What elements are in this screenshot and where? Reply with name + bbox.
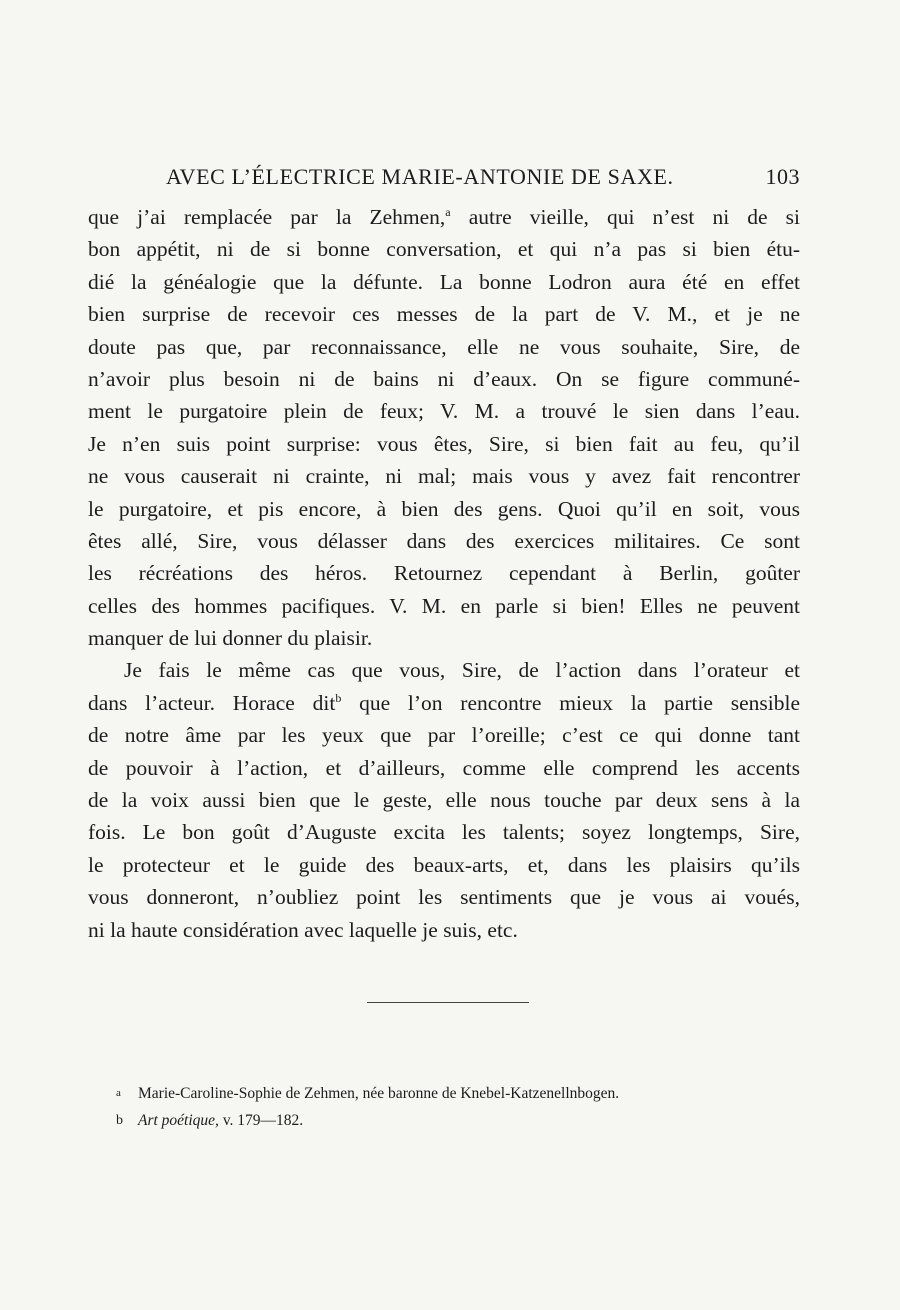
body-text xyxy=(88,201,800,946)
text-line: êtes allé, Sire, vous délasser dans des exercices militaires. Ce sont xyxy=(88,528,800,553)
text-line: de pouvoir à l’action, et d’ailleurs, comme elle comprend les accents xyxy=(88,755,800,780)
footnote-work-title: Art poétique, xyxy=(138,1112,219,1129)
footnote-ref-a: a xyxy=(445,205,451,219)
text-line: Je n’en suis point surprise: vous êtes, Sire, si bien fait au feu, qu’il xyxy=(88,431,800,456)
footnote-text: Marie-Caroline-Sophie de Zehmen, née baronne de Knebel-Katzenellnbogen. xyxy=(138,1085,620,1102)
text-line: bon appétit, ni de si bonne conversation, et qui n’a pas si bien étu- xyxy=(88,237,800,262)
text-line: de notre âme par les yeux que par l’oreille; c’est ce qui donne tant xyxy=(88,723,800,748)
text-line: que j’ai remplacée par la Zehmen,$^a$ autre vieille, qui n’est ni de si xyxy=(88,205,800,229)
running-header xyxy=(88,160,800,194)
text-line: de la voix aussi bien que le geste, elle nous touche par deux sens à la xyxy=(88,788,800,813)
footnote-divider xyxy=(367,1002,529,1003)
running-title: AVEC L’ÉLECTRICE MARIE-ANTONIE DE SAXE. xyxy=(166,164,674,189)
text-line: dié la généalogie que la défunte. La bonne Lodron aura été en effet xyxy=(88,269,800,294)
text-line: doute pas que, par reconnaissance, elle ne vous souhaite, Sire, de xyxy=(88,334,800,359)
footnote-a xyxy=(116,1080,816,1107)
text-line: fois. Le bon goût d’Auguste excita les talents; soyez longtemps, Sire, xyxy=(88,820,800,845)
text-line: celles des hommes pacifiques. V. M. en parle si bien! Elles ne peuvent xyxy=(88,593,800,618)
text-line: bien surprise de recevoir ces messes de la part de V. M., et je ne xyxy=(88,302,800,327)
footnote-ref-b: b xyxy=(335,690,342,705)
text-line: n’avoir plus besoin ni de bains ni d’eaux. On se figure communé- xyxy=(88,366,800,391)
text-line: les récréations des héros. Retournez cependant à Berlin, goûter xyxy=(88,561,800,586)
text-line: le purgatoire, et pis encore, à bien des gens. Quoi qu’il en soit, vous xyxy=(88,496,800,521)
text-line: le protecteur et le guide des beaux-arts, et, dans les plaisirs qu’ils xyxy=(88,852,800,877)
text-line: dans l’acteur. Horace dit$^b$ que l’on rencontre mieux la partie sensible xyxy=(88,690,801,715)
footnote-mark: b xyxy=(116,1113,123,1128)
footnote-b xyxy=(116,1107,816,1134)
text-line: ne vous causerait ni crainte, ni mal; mais vous y avez fait rencontrer xyxy=(88,464,800,489)
text-line: ment le purgatoire plein de feux; V. M. a trouvé le sien dans l’eau. xyxy=(88,399,800,424)
text-line: manquer de lui donner du plaisir. xyxy=(88,626,373,651)
footnote-text: v. 179—182. xyxy=(218,1112,304,1129)
text-line: ni la haute considération avec laquelle je suis, etc. xyxy=(88,917,518,942)
footnotes xyxy=(116,1080,816,1134)
footnote-mark: a xyxy=(116,1087,121,1099)
page-number: 103 xyxy=(765,164,800,189)
text-line: vous donneront, n’oubliez point les sentiments que je vous ai voués, xyxy=(88,885,800,910)
text-line: Je fais le même cas que vous, Sire, de l’action dans l’orateur et xyxy=(124,658,800,683)
